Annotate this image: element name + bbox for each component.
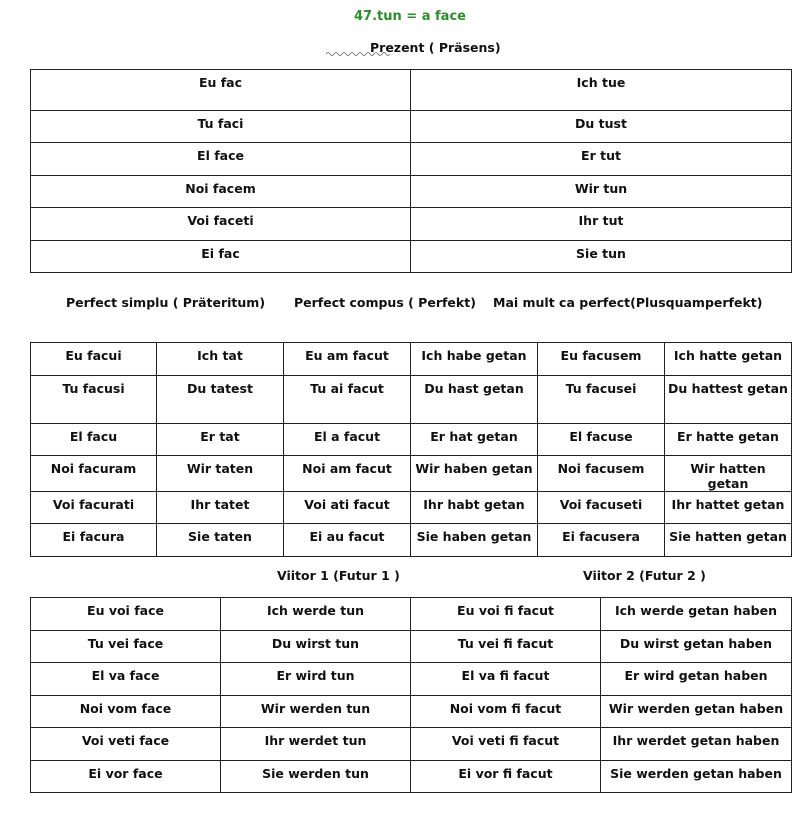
table-cell: Tu facusi (31, 376, 157, 424)
table-cell: Er hatte getan (665, 424, 792, 456)
table-cell: Ich tue (411, 70, 792, 111)
table-cell: Sie haben getan (411, 524, 538, 557)
table-cell: Voi facurati (31, 492, 157, 524)
table-cell: Tu facusei (538, 376, 665, 424)
table-cell: Ihr werdet getan haben (601, 728, 792, 761)
table-cell: Sie werden getan haben (601, 761, 792, 793)
table-cell: Sie taten (157, 524, 284, 557)
table-cell: El facuse (538, 424, 665, 456)
table-cell: Noi vom face (31, 696, 221, 728)
table-cell: Wir tun (411, 176, 792, 208)
table-cell: Sie werden tun (221, 761, 411, 793)
table-cell: Ihr habt getan (411, 492, 538, 524)
table-cell: El a facut (284, 424, 411, 456)
table-cell: Ei facusera (538, 524, 665, 557)
table-cell: Voi faceti (31, 208, 411, 241)
table-cell: Tu ai facut (284, 376, 411, 424)
table-cell: Ich tat (157, 343, 284, 376)
table-cell: Du hattest getan (665, 376, 792, 424)
table-cell: Eu voi face (31, 598, 221, 631)
prezent-heading: Prezent ( Präsens) (370, 40, 501, 55)
table-cell: El va fi facut (411, 663, 601, 696)
table-cell: Er wird getan haben (601, 663, 792, 696)
mai-mult-heading: Mai mult ca perfect(Plusquamperfekt) (493, 295, 763, 310)
table-cell: Tu faci (31, 111, 411, 143)
table-cell: Tu vei face (31, 631, 221, 663)
table-cell: Voi ati facut (284, 492, 411, 524)
table-cell: Ei vor face (31, 761, 221, 793)
perfect-simplu-heading: Perfect simplu ( Präteritum) (66, 295, 266, 310)
table-cell: Ihr hattet getan (665, 492, 792, 524)
table-cell: Er wird tun (221, 663, 411, 696)
table-cell: El facu (31, 424, 157, 456)
table-cell: Voi veti fi facut (411, 728, 601, 761)
table-cell: Eu facui (31, 343, 157, 376)
table-cell: Sie tun (411, 241, 792, 273)
table-cell: Noi facuram (31, 456, 157, 492)
perfect-compus-heading: Perfect compus ( Perfekt) (294, 295, 476, 310)
viitor2-heading: Viitor 2 (Futur 2 ) (583, 568, 706, 583)
viitor-table (30, 597, 792, 793)
table-cell: Ich hatte getan (665, 343, 792, 376)
table-cell: Noi facem (31, 176, 411, 208)
table-cell: Du wirst tun (221, 631, 411, 663)
table-cell: Ihr tut (411, 208, 792, 241)
table-cell: Voi facuseti (538, 492, 665, 524)
table-cell: Voi veti face (31, 728, 221, 761)
table-cell: Tu vei fi facut (411, 631, 601, 663)
table-cell: Noi am facut (284, 456, 411, 492)
table-cell: Sie hatten getan (665, 524, 792, 557)
page-title: 47.tun = a face (354, 9, 466, 24)
table-cell: Eu fac (31, 70, 411, 111)
table-cell: Wir hatten getan (665, 456, 792, 492)
table-cell: Ei vor fi facut (411, 761, 601, 793)
prezent-table (30, 69, 792, 273)
table-cell: Ich werde tun (221, 598, 411, 631)
table-cell: Du wirst getan haben (601, 631, 792, 663)
spellcheck-squiggle (326, 51, 390, 57)
table-cell: El va face (31, 663, 221, 696)
table-cell: Er tat (157, 424, 284, 456)
table-cell: Eu voi fi facut (411, 598, 601, 631)
table-cell: El face (31, 143, 411, 176)
table-cell: Du tatest (157, 376, 284, 424)
table-cell: Ei fac (31, 241, 411, 273)
table-cell: Ich werde getan haben (601, 598, 792, 631)
table-cell: Eu facusem (538, 343, 665, 376)
table-cell: Wir werden tun (221, 696, 411, 728)
table-cell: Wir haben getan (411, 456, 538, 492)
past-tenses-table (30, 342, 792, 557)
table-cell: Noi vom fi facut (411, 696, 601, 728)
table-cell: Wir werden getan haben (601, 696, 792, 728)
table-cell: Ich habe getan (411, 343, 538, 376)
table-cell: Du tust (411, 111, 792, 143)
table-cell: Du hast getan (411, 376, 538, 424)
table-cell: Ei au facut (284, 524, 411, 557)
viitor1-heading: Viitor 1 (Futur 1 ) (277, 568, 400, 583)
table-cell: Wir taten (157, 456, 284, 492)
table-cell: Noi facusem (538, 456, 665, 492)
table-cell: Er hat getan (411, 424, 538, 456)
table-cell: Eu am facut (284, 343, 411, 376)
table-cell: Ei facura (31, 524, 157, 557)
table-cell: Ihr tatet (157, 492, 284, 524)
table-cell: Ihr werdet tun (221, 728, 411, 761)
table-cell: Er tut (411, 143, 792, 176)
